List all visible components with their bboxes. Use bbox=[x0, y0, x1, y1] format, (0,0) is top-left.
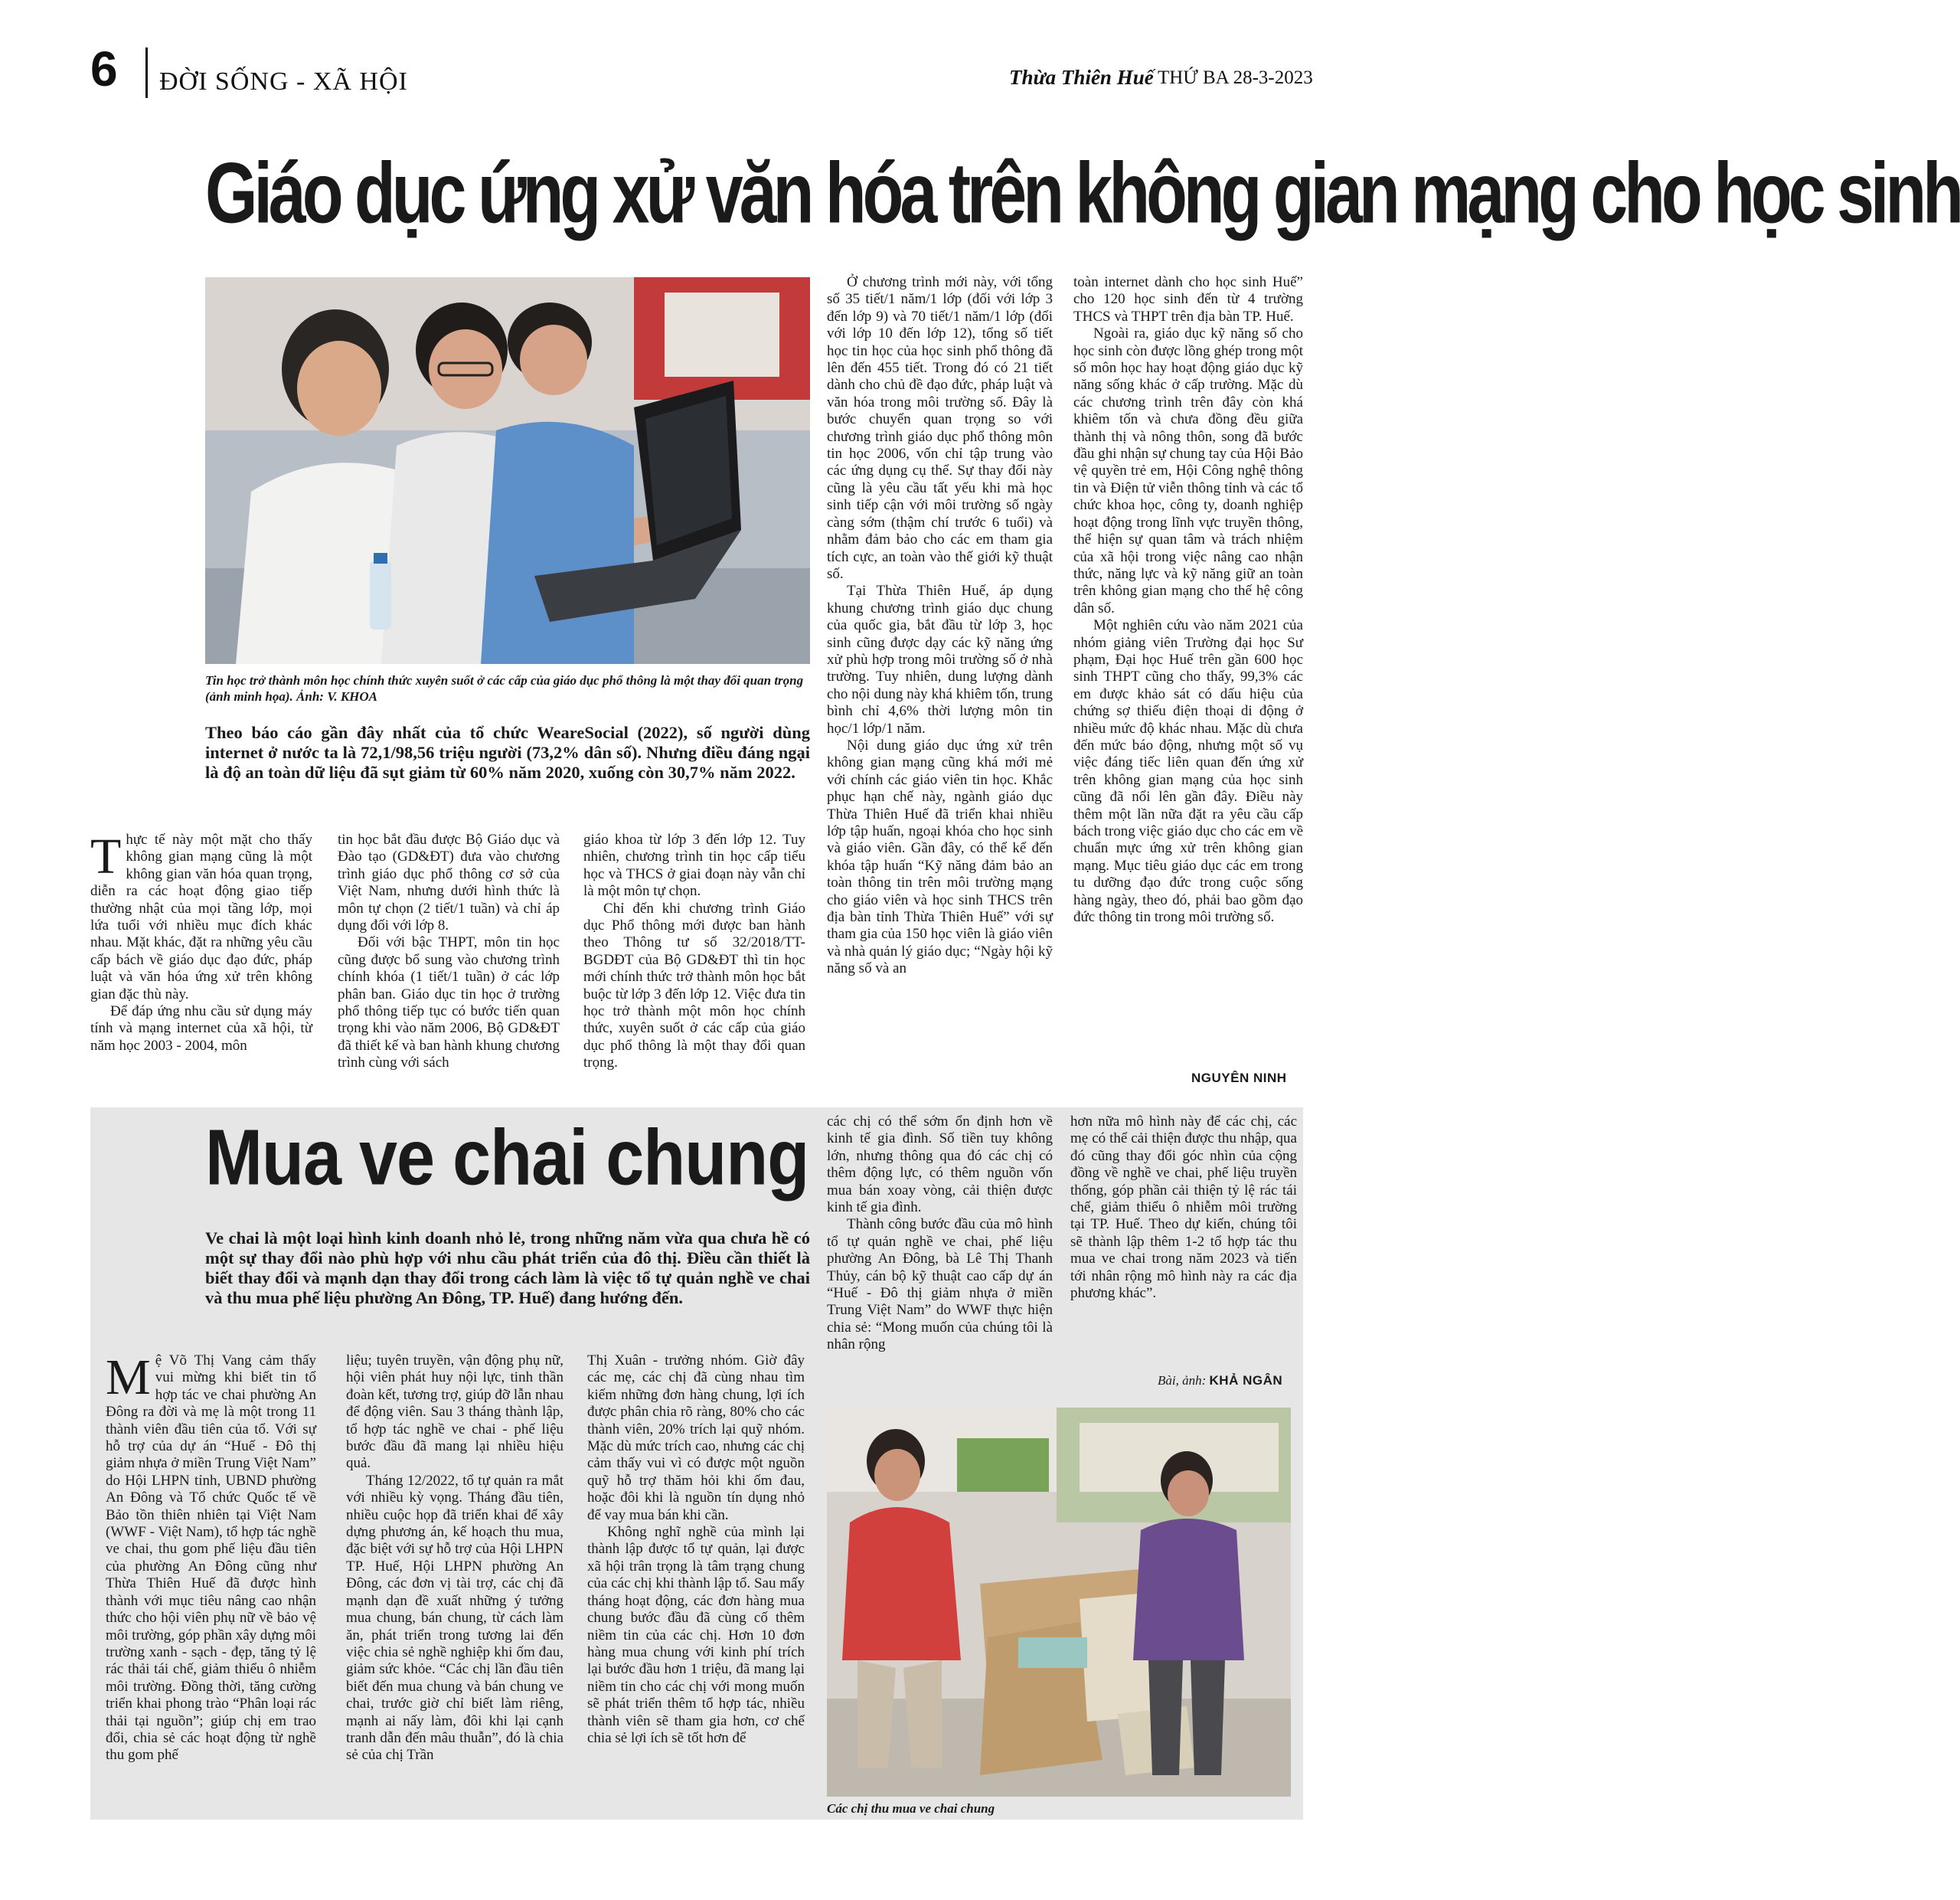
article-2-column-1 bbox=[106, 1349, 316, 1764]
article-1-photo bbox=[205, 277, 810, 664]
dropcap: T bbox=[90, 829, 122, 885]
paragraph: Không nghĩ nghề của mình lại thành lập được tổ tự quản, lại được xã hội trân trọng là tâm trạng chung của các chị khi thành lập tổ. Sau mấy tháng hoạt động, các đơn hàng mua chung bước đầu đã cùng cố thêm niềm tin của các chị. Hơn 10 đơn hàng mua chung với kinh phí trích lại bước đầu hơn 1 triệu, đã mang lại niềm tin cho các chị với mong muốn sẽ phát triển thêm tổ hợp tác, nhiều thành viên sẽ tham gia hơn, cơ chế chia sẻ lợi ích sẽ tốt hơn để bbox=[587, 1524, 805, 1746]
paragraph: Tại Thừa Thiên Huế, áp dụng khung chương trình giáo dục chung của quốc gia, bắt đầu từ lớp 3, học sinh cũng được dạy các kỹ năng ứng xử phù hợp trong môi trường số ở nhà trường. Tuy nhiên, dung lượng dành cho nội dung này khá khiêm tốn, trung bình chỉ 4,6% thời lượng môn tin học/1 lớp/1 năm. bbox=[827, 583, 1053, 737]
paragraph: Thị Xuân - trưởng nhóm. Giờ đây các mẹ, các chị đã cùng nhau tìm kiếm những đơn hàng chung, lợi ích được phân chia rõ ràng, 80% cho các thành viên, 20% trích lại quỹ nhóm. Mặc dù mức trích cao, nhưng các chị cảm thấy vui vì có được một nguồn quỹ hỗ trợ thăm hỏi khi ốm đau, hoặc đôi khi là nguồn tín dụng nhỏ để vay mua bán khi cần. bbox=[587, 1352, 805, 1523]
paragraph: toàn internet dành cho học sinh Huế” cho 120 học sinh đến từ 4 trường THCS và THPT trên địa bàn TP. Huế. bbox=[1073, 274, 1303, 325]
article-1-column-4 bbox=[827, 274, 1053, 978]
paragraph: liệu; tuyên truyền, vận động phụ nữ, hội viên phát huy nội lực, tinh thần đoàn kết, tương trợ, giúp đỡ lẫn nhau để động viên. Sau 3 tháng thành lập, tổ hợp tác nghề ve chai - phế liệu bước đầu đã mang lại nhiều hiệu quả. bbox=[346, 1352, 564, 1472]
newspaper-name: Thừa Thiên Huế bbox=[1009, 66, 1154, 89]
article-1-photo-caption: Tin học trở thành môn học chính thức xuyên suốt ở các cấp của giáo dục phổ thông là một thay đổi quan trọng (ảnh minh họa). Ảnh: V. KHOA bbox=[205, 673, 804, 704]
paragraph: ệ Võ Thị Vang cảm thấy vui mừng khi biết tin tổ hợp tác ve chai phường An Đông ra đời và mẹ là một trong 11 thành viên đầu tiên của tổ. Với sự hỗ trợ của dự án “Huế - Đô thị giảm nhựa ở miền Trung Việt Nam” do Hội LHPN tỉnh, UBND phường An Đông và Tổ chức Quốc tế về Bảo tồn thiên nhiên tại Việt Nam (WWF - Việt Nam), tổ hợp tác nghề ve chai, thu gom phế liệu đầu tiên của phường An Đông cũng như Thừa Thiên Huế đã được hình thành với mục tiêu nâng cao nhận thức cho hội viên phụ nữ về bảo vệ môi trường, góp phần xây dựng môi trường xanh - sạch - đẹp, tăng tỷ lệ rác thải tái chế, giảm thiểu ô nhiễm môi trường. Đồng thời, tăng cường triển khai phong trào “Phân loại rác thải tại nguồn”; giúp chị em trao đổi, chia sẻ các hoạt động từ nghề thu gom phế bbox=[106, 1352, 316, 1764]
paragraph: Chỉ đến khi chương trình Giáo dục Phổ thông mới được ban hành theo Thông tư số 32/2018/TT-BGDĐT của Bộ GD&ĐT thì tin học mới chính thức trở thành môn học bắt buộc từ lớp 3 đến lớp 12. Việc đưa tin học trở thành một môn học chính thức, xuyên suốt ở các cấp của giáo dục phổ thông là một thay đổi quan trọng. bbox=[583, 900, 805, 1071]
article-2-column-5 bbox=[1070, 1114, 1297, 1302]
paragraph: Để đáp ứng nhu cầu sử dụng máy tính và mạng internet của xã hội, từ năm học 2003 - 2004, môn bbox=[90, 1003, 312, 1054]
article-1-column-3 bbox=[583, 832, 805, 1072]
paragraph: giáo khoa từ lớp 3 đến lớp 12. Tuy nhiên, chương trình tin học cấp tiểu học và THCS ở giai đoạn này vẫn chỉ là một môn tự chọn. bbox=[583, 832, 805, 900]
article-2-column-4 bbox=[827, 1114, 1053, 1354]
article-1-author: NGUYÊN NINH bbox=[1191, 1071, 1287, 1085]
article-2-headline: Mua ve chai chung bbox=[205, 1114, 809, 1202]
paragraph: Ngoài ra, giáo dục kỹ năng số cho học sinh còn được lồng ghép trong một số môn học hay hoạt động giáo dục kỹ năng sống khác ở cấp trường. Mặc dù các chương trình trên đây còn khá khiêm tốn và chưa đồng đều giữa thành thị và nông thôn, song đã bước đầu ghi nhận sự chung tay của Hội Bảo vệ quyền trẻ em, Hội Công nghệ thông tin và Điện tử viễn thông tỉnh và các tổ chức khoa học, công ty, doanh nghiệp hoạt động trong lĩnh vực truyền thông, thể hiện sự quan tâm và trách nhiệm của xã hội trong việc nâng cao nhận thức, năng lực và kỹ năng giữ an toàn trên không gian mạng cho thế hệ công dân số. bbox=[1073, 325, 1303, 616]
author-name: KHẢ NGÂN bbox=[1209, 1373, 1283, 1388]
paragraph: hực tế này một mặt cho thấy không gian mạng cũng là một không gian văn hóa quan trọng, diễn ra các hoạt động giao tiếp thường nhật của mọi tầng lớp, mọi lứa tuổi với nhiều mục đích khác nhau. Mặt khác, đặt ra những yêu cầu cấp bách về giáo dục đạo đức, pháp luật và văn hóa ứng xử trên không gian đặc thù này. bbox=[90, 832, 312, 1002]
paragraph: các chị có thể sớm ổn định hơn về kinh tế gia đình. Số tiền tuy không lớn, nhưng thông qua đó các chị có thêm động lực, có thêm nguồn vốn mua bán xoay vòng, cải thiện được kinh tế gia đình. bbox=[827, 1114, 1053, 1216]
paragraph: hơn nữa mô hình này để các chị, các mẹ có thể cải thiện được thu nhập, qua đó cũng thay đổi góc nhìn của cộng đồng về nghề ve chai, phế liệu truyền thống, góp phần cải thiện tỷ lệ rác tái chế, giảm thiểu ô nhiễm môi trường tại TP. Huế. Theo dự kiến, chúng tôi sẽ thành lập thêm 1-2 tổ hợp tác thu mua ve chai trong năm 2023 và tiến tới nhân rộng mô hình này ra các địa phương khác”. bbox=[1070, 1114, 1297, 1302]
issue-date: THỨ BA 28-3-2023 bbox=[1158, 67, 1313, 88]
paragraph: Đối với bậc THPT, môn tin học cũng được bổ sung vào chương trình chính khóa (1 tiết/1 tuần) ở các lớp phân ban. Giáo dục tin học ở trường phổ thông tiếp tục có bước tiến quan trọng khi vào năm 2006, Bộ GD&ĐT đã thiết kế và ban hành khung chương trình cùng với sách bbox=[338, 934, 560, 1071]
section-name: ĐỜI SỐNG - XÃ HỘI bbox=[159, 67, 408, 96]
article-2-photo-caption: Các chị thu mua ve chai chung bbox=[827, 1801, 995, 1816]
article-2-column-3 bbox=[587, 1352, 805, 1747]
article-1-column-2 bbox=[338, 832, 560, 1072]
author-label: Bài, ảnh: bbox=[1158, 1373, 1207, 1388]
paragraph: Ở chương trình mới này, với tổng số 35 tiết/1 năm/1 lớp (đối với lớp 3 đến lớp 9) và 70 tiết/1 năm/1 lớp (đối với lớp 10 đến lớp 12), tổng số tiết học tin học của học sinh phổ thông đã lên đến 455 tiết. Trong đó có 21 tiết dành cho chủ đề đạo đức, pháp luật và văn hóa trong môi trường số. Đây là bước chuyển quan trọng so với chương trình giáo dục phổ thông môn tin học 2006, vốn chỉ tập trung vào các ứng dụng cụ thể. Sự thay đổi này cũng là yêu cầu tất yếu khi mà học sinh tiếp cận với môi trường số ngày càng sớm (thậm chí trước 6 tuổi) và nhằm đảm bảo cho các em tham gia tích cực, an toàn vào thế giới kỹ thuật số. bbox=[827, 274, 1053, 582]
page-number: 6 bbox=[90, 41, 118, 96]
paragraph: tin học bắt đầu được Bộ Giáo dục và Đào tạo (GD&ĐT) đưa vào chương trình giáo dục phổ thông cơ sở của Việt Nam, nhưng dưới hình thức là môn tự chọn (2 tiết/1 tuần) và chỉ áp dụng đối với lớp 8. bbox=[338, 832, 560, 934]
header-divider bbox=[145, 47, 148, 98]
article-2-lead: Ve chai là một loại hình kinh doanh nhỏ lẻ, trong những năm vừa qua chưa hề có một sự thay đổi nào phù hợp với nhu cầu phát triển của đô thị. Điều cần thiết là biết thay đổi và mạnh dạn thay đổi trong cách làm là việc tổ tự quản nghề ve chai và thu mua phế liệu phường An Đông, TP. Huế) đang hướng đến. bbox=[205, 1228, 810, 1307]
paragraph: Nội dung giáo dục ứng xử trên không gian mạng cũng khá mới mẻ với chính các giáo viên tin học. Khắc phục hạn chế này, ngành giáo dục Thừa Thiên Huế đã triển khai nhiều lớp tập huấn, ngoại khóa cho học sinh và giáo viên. Gần đây, có thể kể đến khóa tập huấn “Kỹ năng đảm bảo an toàn thông tin trên môi trường mạng cho giáo viên và học sinh THCS trên địa bàn tỉnh Thừa Thiên Huế” với sự tham gia của 150 học viên là giáo viên và nhà quản lý giáo dục; “Ngày hội kỹ năng số và an bbox=[827, 737, 1053, 977]
article-1-headline: Giáo dục ứng xử văn hóa trên không gian mạng cho học sinh bbox=[205, 144, 1960, 242]
article-1-column-5 bbox=[1073, 274, 1303, 926]
article-2-photo bbox=[827, 1408, 1291, 1797]
article-2-column-2 bbox=[346, 1352, 564, 1764]
dropcap: M bbox=[106, 1349, 151, 1405]
article-1-column-1 bbox=[90, 829, 312, 1055]
paragraph: Thành công bước đầu của mô hình tổ tự quản nghề ve chai, phế liệu phường An Đông, bà Lê Thị Thanh Thủy, cán bộ kỹ thuật cao cấp dự án “Huế - Đô thị giảm nhựa ở miền Trung Việt Nam” do WWF thực hiện chia sẻ: “Mong muốn của chúng tôi là nhân rộng bbox=[827, 1216, 1053, 1353]
paragraph: Một nghiên cứu vào năm 2021 của nhóm giảng viên Trường đại học Sư phạm, Đại học Huế trên gần 600 học sinh THPT cũng cho thấy, 99,3% các em được khảo sát có dấu hiệu của chứng sợ thiếu điện thoại di động ở nhiều mức độ khác nhau. Mặc dù chưa đến mức báo động, nhưng một số vụ việc đáng tiếc liên quan đến ứng xử trên không gian mạng của học sinh cũng đã nổi lên gần đây. Điều này thêm một lần nữa đặt ra yêu cầu cấp bách trong việc giáo dục cho các em về chuẩn mực ứng xử trên không gian mạng. Mục tiêu giáo dục các em trong tu dưỡng đạo đức trong cuộc sống hàng ngày, theo đó, phải bao gồm đạo đức thông tin trong môi trường số. bbox=[1073, 617, 1303, 926]
article-1-lead: Theo báo cáo gần đây nhất của tổ chức WeareSocial (2022), số người dùng internet ở nước ta là 72,1/98,56 triệu người (73,2% dân số). Nhưng điều đáng ngại là độ an toàn dữ liệu đã sụt giảm từ 60% năm 2020, xuống còn 30,7% năm 2022. bbox=[205, 723, 810, 782]
article-2-author bbox=[1158, 1373, 1282, 1388]
paragraph: Tháng 12/2022, tổ tự quản ra mắt với nhiều kỳ vọng. Tháng đầu tiên, nhiều cuộc họp đã triển khai để xây dựng phương án, kế hoạch thu mua, đặc biệt với sự hỗ trợ của Hội LHPN TP. Huế, Hội LHPN phường An Đông, các đơn vị tài trợ, các chị đã mạnh dạn đề xuất những ý tưởng mua chung, bán chung, từ cách làm ăn, phát triển trong tương lai đến việc chia sẻ nghề nghiệp khi ốm đau, giảm sức khỏe. “Các chị lần đầu tiên biết đến mua chung và bán chung ve chai, trước giờ chỉ biết làm riêng, mạnh ai nấy làm, đôi khi lại cạnh tranh dẫn đến mâu thuẫn”, đó là chia sẻ của chị Trần bbox=[346, 1472, 564, 1764]
